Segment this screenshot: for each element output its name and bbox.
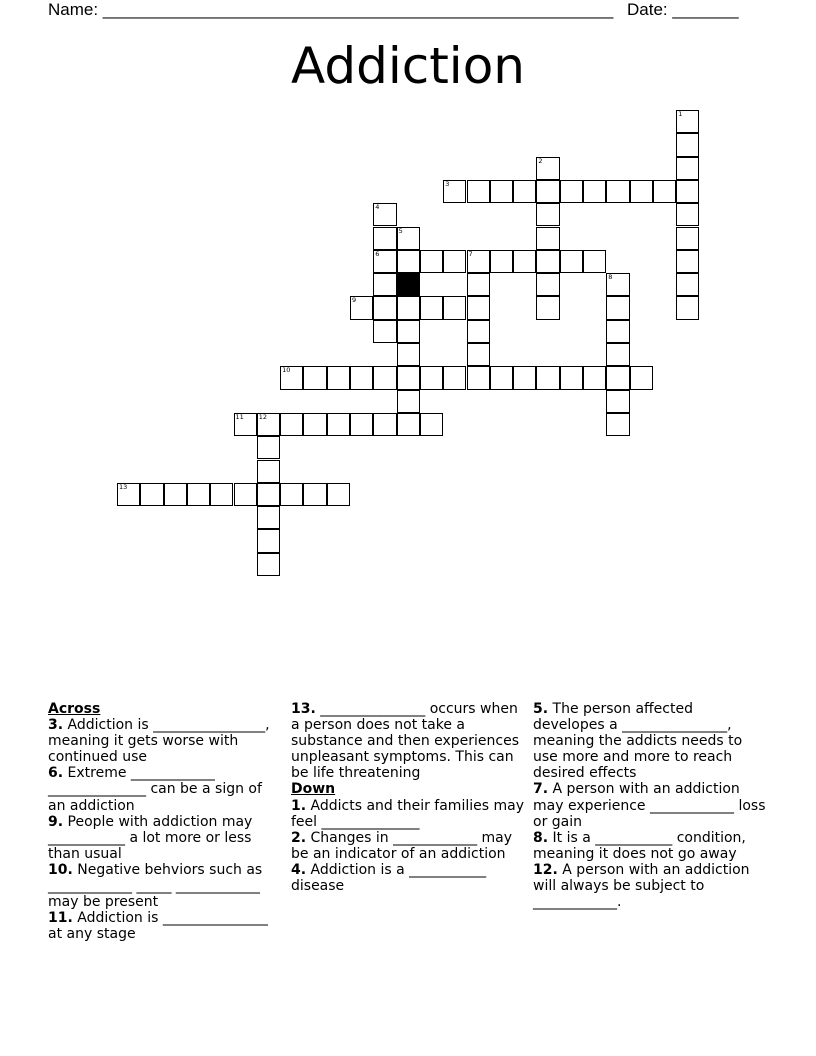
clue-number-label: 5 xyxy=(398,226,403,235)
grid-cell[interactable] xyxy=(676,133,699,156)
grid-cell[interactable] xyxy=(490,366,513,389)
page-title: Addiction xyxy=(291,37,525,95)
grid-cell[interactable] xyxy=(327,483,350,506)
across-heading: Across xyxy=(48,701,101,717)
clue-down-5: 5. The person affected developes a _______________, meaning the addicts needs to use more and more to reach desired effects xyxy=(533,701,743,782)
grid-cell[interactable] xyxy=(583,180,606,203)
grid-cell[interactable] xyxy=(420,413,443,436)
clue-across-11: 11. Addiction is _______________ at any stage xyxy=(48,910,268,943)
grid-cell[interactable] xyxy=(350,413,373,436)
clue-down-2: 2. Changes in ____________ may be an indicator of an addiction xyxy=(291,829,513,862)
clue-column-1 xyxy=(48,701,280,942)
grid-cell[interactable] xyxy=(397,250,420,273)
grid-cell[interactable] xyxy=(443,296,466,319)
clue-number-label: 3 xyxy=(445,179,450,188)
grid-cell[interactable] xyxy=(257,553,280,576)
grid-cell[interactable] xyxy=(257,460,280,483)
clue-down-7: 7. A person with an addiction may experience ____________ loss or gain xyxy=(533,781,766,830)
clue-number-label: 9 xyxy=(352,296,357,305)
grid-cell[interactable] xyxy=(443,250,466,273)
grid-cell[interactable] xyxy=(397,413,420,436)
grid-cell[interactable] xyxy=(257,506,280,529)
clue-down-8: 8. It is a ___________ condition, meaning it does not go away xyxy=(533,829,746,862)
grid-cell[interactable] xyxy=(606,320,629,343)
clue-number-label: 13 xyxy=(119,482,128,491)
clue-down-1: 1. Addicts and their families may feel ______________ xyxy=(291,797,524,830)
clue-number-label: 10 xyxy=(282,366,291,375)
grid-cell[interactable] xyxy=(583,366,606,389)
grid-cell[interactable] xyxy=(676,227,699,250)
grid-cell[interactable] xyxy=(606,343,629,366)
grid-cell[interactable] xyxy=(536,250,559,273)
grid-cell[interactable] xyxy=(676,273,699,296)
grid-cell[interactable] xyxy=(257,436,280,459)
grid-cell[interactable] xyxy=(140,483,163,506)
grid-cell[interactable] xyxy=(467,273,490,296)
grid-cell[interactable] xyxy=(397,320,420,343)
name-field-label: Name: ______________________________________________________ xyxy=(48,0,614,19)
grid-cell[interactable] xyxy=(490,180,513,203)
clue-number-label: 8 xyxy=(608,273,613,282)
black-cell xyxy=(397,273,420,296)
grid-cell[interactable] xyxy=(467,343,490,366)
grid-cell[interactable] xyxy=(257,529,280,552)
clue-across-13: 13. _______________ occurs when a person does not take a substance and then experiences unpleasant symptoms. This can be life threatening xyxy=(291,701,520,782)
grid-cell[interactable] xyxy=(630,180,653,203)
grid-cell[interactable] xyxy=(536,366,559,389)
clue-across-10: 10. Negative behviors such as ____________ _____ ____________ may be present xyxy=(48,861,263,911)
grid-cell[interactable] xyxy=(560,250,583,273)
grid-cell[interactable] xyxy=(536,273,559,296)
clue-number-label: 11 xyxy=(235,412,244,421)
grid-cell[interactable] xyxy=(606,180,629,203)
clue-number-label: 7 xyxy=(468,249,473,258)
grid-cell[interactable] xyxy=(467,320,490,343)
grid-cell[interactable] xyxy=(536,227,559,250)
grid-cell[interactable] xyxy=(467,366,490,389)
grid-cell[interactable] xyxy=(397,343,420,366)
grid-cell[interactable] xyxy=(280,483,303,506)
grid-cell[interactable] xyxy=(303,366,326,389)
clue-across-3: 3. Addiction is ________________, meaning it gets worse with continued use xyxy=(48,717,270,766)
grid-cell[interactable] xyxy=(327,366,350,389)
grid-cell[interactable] xyxy=(513,180,536,203)
grid-cell[interactable] xyxy=(164,483,187,506)
grid-cell[interactable] xyxy=(606,296,629,319)
grid-cell[interactable] xyxy=(676,180,699,203)
grid-cell[interactable] xyxy=(606,366,629,389)
clue-number-label: 2 xyxy=(538,156,543,165)
grid-cell[interactable] xyxy=(280,413,303,436)
grid-cell[interactable] xyxy=(373,296,396,319)
clue-number-label: 1 xyxy=(678,110,683,118)
grid-cell[interactable] xyxy=(420,296,443,319)
clue-number-label: 6 xyxy=(375,249,380,258)
grid-cell[interactable] xyxy=(373,273,396,296)
clue-column-3 xyxy=(533,701,767,910)
grid-cell[interactable] xyxy=(606,413,629,436)
grid-cell[interactable] xyxy=(513,250,536,273)
grid-cell[interactable] xyxy=(536,180,559,203)
grid-cell[interactable] xyxy=(676,203,699,226)
clue-down-4: 4. Addiction is a ___________ disease xyxy=(291,861,487,895)
grid-cell[interactable] xyxy=(676,296,699,319)
grid-cell[interactable] xyxy=(443,366,466,389)
grid-cell[interactable] xyxy=(373,227,396,250)
grid-cell[interactable] xyxy=(303,413,326,436)
grid-cell[interactable] xyxy=(420,250,443,273)
grid-cell[interactable] xyxy=(513,366,536,389)
clue-number-label: 4 xyxy=(375,203,380,212)
grid-cell[interactable] xyxy=(560,180,583,203)
grid-cell[interactable] xyxy=(583,250,606,273)
grid-cell[interactable] xyxy=(373,413,396,436)
clue-down-12: 12. A person with an addiction will always be subject to ____________. xyxy=(533,861,750,911)
grid-cell[interactable] xyxy=(490,250,513,273)
grid-cell[interactable] xyxy=(303,483,326,506)
grid-cell[interactable] xyxy=(187,483,210,506)
grid-cell[interactable] xyxy=(536,296,559,319)
grid-cell[interactable] xyxy=(210,483,233,506)
date-field-label: Date: _______ xyxy=(627,0,739,19)
grid-cell[interactable] xyxy=(467,180,490,203)
grid-cell[interactable] xyxy=(397,296,420,319)
grid-cell[interactable] xyxy=(630,366,653,389)
grid-cell[interactable] xyxy=(327,413,350,436)
down-heading: Down xyxy=(291,781,336,798)
grid-cell[interactable] xyxy=(676,157,699,180)
grid-cell[interactable] xyxy=(350,366,373,389)
grid-cell[interactable] xyxy=(234,483,257,506)
grid-cell[interactable] xyxy=(257,483,280,506)
clue-column-2 xyxy=(291,701,525,894)
grid-cell[interactable] xyxy=(536,203,559,226)
grid-cell[interactable] xyxy=(560,366,583,389)
grid-cell[interactable] xyxy=(397,366,420,389)
grid-cell[interactable] xyxy=(420,366,443,389)
grid-cell[interactable] xyxy=(467,296,490,319)
clue-number-label: 12 xyxy=(258,412,268,421)
grid-cell[interactable] xyxy=(373,366,396,389)
grid-cell[interactable] xyxy=(676,250,699,273)
grid-cell[interactable] xyxy=(373,320,396,343)
grid-cell[interactable] xyxy=(606,390,629,413)
grid-cell[interactable] xyxy=(653,180,676,203)
grid-cell[interactable] xyxy=(397,390,420,413)
clue-across-9: 9. People with addiction may ___________ a lot more or less than usual xyxy=(48,813,253,862)
clue-across-6: 6. Extreme ____________ ______________ can be a sign of an addiction xyxy=(48,765,262,814)
